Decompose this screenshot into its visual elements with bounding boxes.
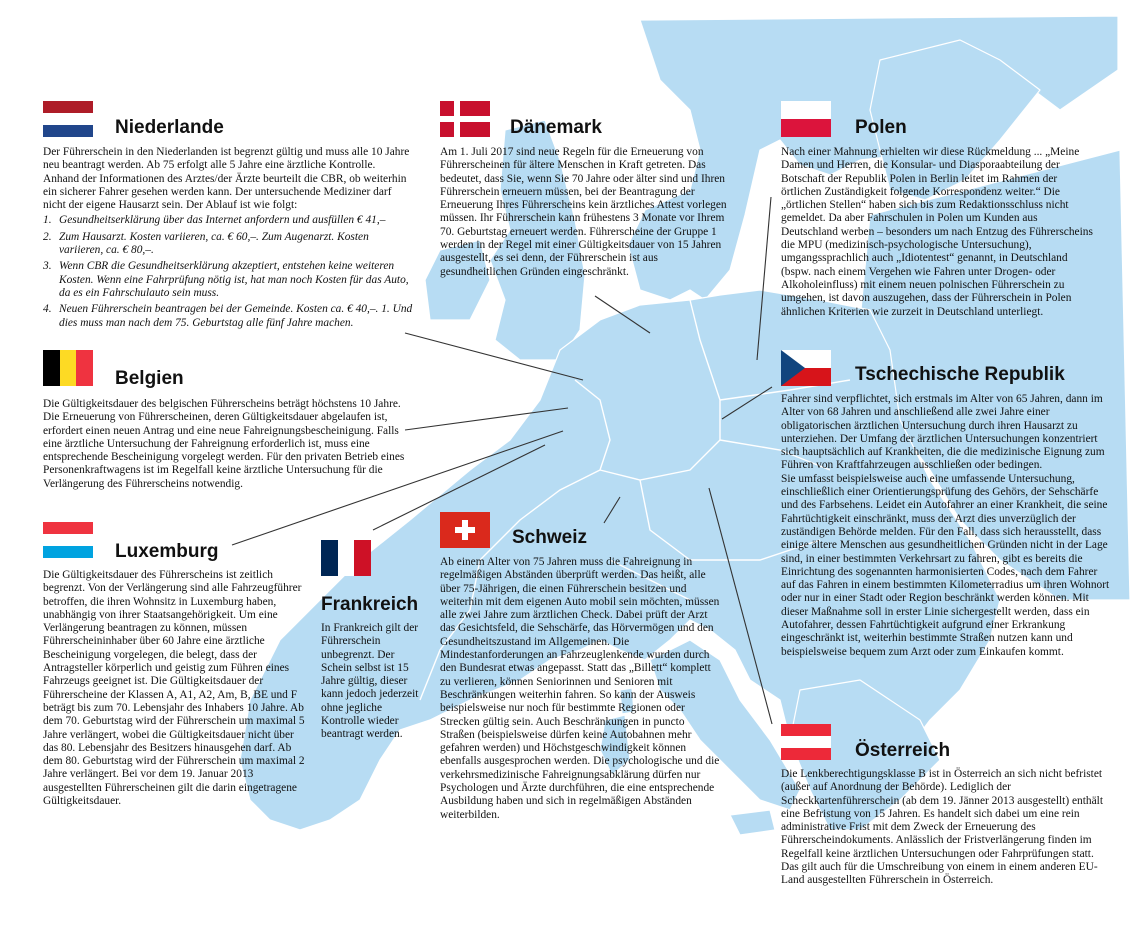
steps-niederlande: [43, 214, 413, 329]
title-luxemburg: Luxemburg: [115, 541, 219, 562]
step-item: [43, 231, 413, 258]
title-tschechien: Tschechische Republik: [855, 364, 1065, 385]
flag-frankreich-icon: [321, 540, 371, 576]
title-schweiz: Schweiz: [512, 527, 587, 548]
step-text: Neuen Führerschein beantragen bei der Gemeinde. Kosten ca. € 40,–. 1. Und dies muss man nach dem 75. Geburtstag alle fünf Jahre machen.: [59, 303, 413, 329]
step-text: Wenn CBR die Gesundheitserklärung akzeptiert, entstehen keine weiteren Kosten. Wenn eine Fahrprüfung nötig ist, hat man noch Kosten für das Auto, da es ein Fahrschulauto sein muss.: [59, 260, 409, 299]
title-niederlande: Niederlande: [115, 117, 224, 138]
step-number: 4.: [43, 303, 52, 316]
title-belgien: Belgien: [115, 368, 184, 389]
text-schweiz: Ab einem Alter von 75 Jahren muss die Fahreignung in regelmäßigen Abständen überprüft werden. Das heißt, alle über 75-Jährigen, die einen Führerschein besitzen und weiterhin mit dem eigenen Auto mobil sein möchten, müssen alle zwei Jahre zum ärztlichen Check. Dabei prüft der Arzt das Gesichtsfeld, die Sehschärfe, das Hörvermögen und den Gesundheitszustand im Allgemeinen. Die Mindestanforderungen an Fahrzeuglenkende wurden durch den Bundesrat etwas angepasst. Statt das „Billett“ komplett zu verlieren, können Seniorinnen und Senioren mit Beschränkungen weiterhin fahren. So kann der Ausweis beispielsweise nur noch für bestimmte Regionen oder Strecken gültig sein. Auch Beschränkungen in puncto Straßen (beispielsweise dürfen keine Autobahnen mehr gefahren werden) und Höchstgeschwindigkeit können ebenfalls ausgesprochen werden. Die psychologische und die verkehrsmedizinische Fahreignungsabklärung dürfen nur Psychologen und Ärzte durchführen, die eine entsprechende Ausbildung haben und sich in regelmäßigen Abständen weiterbilden.: [440, 556, 720, 821]
intro-niederlande: Der Führerschein in den Niederlanden ist begrenzt gültig und muss alle 10 Jahre neu beantragt werden. Ab 75 erfolgt alle 5 Jahre eine ärztliche Kontrolle. Anhand der Informationen des Arztes/der Ärzte beurteilt die CBR, ob weiterhin ein sicherer Fahrer gesehen werden kann. Der untersuchende Mediziner darf nicht der eigene Hausarzt sein. Der Ablauf ist wie folgt:: [43, 146, 410, 212]
flag-polen-icon: [781, 101, 831, 137]
title-oesterreich: Österreich: [855, 740, 951, 761]
step-number: 1.: [43, 214, 52, 227]
flag-schweiz-icon: [440, 512, 490, 548]
title-frankreich: Frankreich: [321, 594, 419, 615]
text-tschechien-1: Fahrer sind verpflichtet, sich erstmals im Alter von 65 Jahren, dann im Alter von 68 Jahren und anschließend alle zwei Jahre einer obligatorischen ärztlichen Untersuchung durch ihren Hausarzt zu unterziehen. Der Umfang der ärztlichen Untersuchungen konzentriert sich hauptsächlich auf Krankheiten, die die medizinische Eignung zum Führen von Kraftfahrzeugen ausschließen oder bedingen.: [781, 393, 1105, 472]
step-text: Gesundheitserklärung über das Internet anfordern und ausfüllen € 41,–: [59, 214, 386, 227]
text-niederlande: [43, 146, 413, 333]
text-tschechien-2: Sie umfasst beispielsweise auch eine umfassende Untersuchung, einschließlich einer Orientierungsprüfung des Gehörs, der Sehschärfe und des Farbsehens. Leidet ein Autofahrer an einer Krankheit, die seine Fahrtüchtigkeit einschränkt, muss der Arzt dies unverzüglich der zuständigen Behörde melden. Für den Fall, dass sich herausstellt, dass einige ältere Menschen aus gesundheitlichen Gründen nicht in der Lage sind, in einer bestimmten Verkehrsart zu fahren, gibt es bereits die Einrichtung des sogenannten harmonisierten Codes, nach dem Fahrer auf das Fahren in einem bestimmten Kilometerradius um ihren Wohnort oder nur in einer Stadt oder Region beschränkt werden können. Mit dieser Maßnahme soll in erster Linie sichergestellt werden, dass ein Autofahrer, dessen Fahrtüchtigkeit aufgrund einer Erkrankung eingeschränkt ist, weiterhin bestimmte Straßen nutzen kann und beispielsweise bequem zum Arzt oder zum Einkaufen kommt.: [781, 472, 1110, 658]
flag-niederlande-icon: [43, 101, 93, 137]
flag-daenemark-icon: [440, 101, 490, 137]
text-oesterreich: Die Lenkberechtigungsklasse B ist in Österreich an sich nicht befristet (außer auf Anordnung der Behörde). Lediglich der Scheckkartenführerschein (ab dem 19. Jänner 2013 ausgestellt) enthält eine Befristung von 15 Jahren. Es handelt sich dabei um eine rein administrative Frist mit dem Zweck der Erneuerung des Führerscheindokuments. Anlässlich der Fristverlängerung finden im Regelfall keine ärztlichen Untersuchungen oder Fahrprüfungen statt. Das gilt auch für die Umschreibung von einem in einem anderen EU-Land ausgestellten Führerschein in Österreich.: [781, 768, 1103, 887]
text-frankreich: In Frankreich gilt der Führerschein unbegrenzt. Der Schein selbst ist 15 Jahre gültig, dieser kann jedoch jederzeit ohne jegliche Kontrolle wieder beantragt werden.: [321, 622, 419, 741]
step-item: [43, 260, 413, 300]
text-luxemburg: Die Gültigkeitsdauer des Führerscheins ist zeitlich begrenzt. Von der Verlängerung sind alle Fahrzeugführer betroffen, die ihren Wohnsitz in Luxemburg haben, unabhängig von ihrer Staatsangehörigkeit. Um eine Verlängerung beantragen zu können, müssen Führerscheininhaber über 60 Jahre eine ärztliche Bescheinigung vorgelegen, die belegt, dass der Antragsteller körperlich und geistig zum Führen eines Fahrzeugs geeignet ist. Die Gültigkeitsdauer der Führerscheine der Klassen A, A1, A2, Am, B, BE und F beträgt bis zum 70. Lebensjahr des Inhabers 10 Jahre. Ab dem 70. Geburtstag wird der Führerschein um maximal 5 Jahre verlängert, wobei die Gültigkeitsdauer nicht über das 80. Lebensjahr des Besitzers hinausgehen darf. Ab dem 80. Geburtstag wird der Führerschein um maximal 2 Jahre verlängert. Bei vor dem 19. Januar 2013 ausgestellten Führerscheinen gilt die darin eingetragene Gültigkeitsdauer.: [43, 569, 305, 808]
map-sicily: [730, 810, 775, 835]
step-number: 3.: [43, 260, 52, 273]
step-number: 2.: [43, 230, 52, 243]
step-text: Zum Hausarzt. Kosten variieren, ca. € 60,–. Zum Augenarzt. Kosten variieren, ca. € 80,–.: [59, 230, 369, 257]
flag-oesterreich-icon: [781, 724, 831, 760]
text-daenemark: Am 1. Juli 2017 sind neue Regeln für die Erneuerung von Führerscheinen für ältere Menschen in Kraft getreten. Das bedeutet, dass Sie, wenn Sie 70 Jahre oder älter sind und Ihren Führerschein erneuern müssen, bei der Beantragung der Erneuerung Ihres Führerscheins kein ärztliches Attest vorlegen müssen. Ihr Führerschein kann frühestens 3 Monate vor Ihrem 70. Geburtstag erneuert werden. Führerscheine der Gruppe 1 werden in der Regel mit einer Gültigkeitsdauer von 15 Jahren ausgestellt, es sei denn, der Führerschein ist aus gesundheitlichen Gründen eingeschränkt.: [440, 146, 727, 278]
text-tschechien: [781, 393, 1111, 659]
text-belgien: Die Gültigkeitsdauer des belgischen Führerscheins beträgt höchstens 10 Jahre. Die Erneuerung von Führerscheinen, deren Gültigkeitsdauer abgelaufen ist, erfordert einen neuen Antrag und eine neue Fahreignungsbescheinigung. Falls eine ärztliche Untersuchung der Fahreignung erforderlich ist, muss eine entsprechende Bescheinigung vorgelegt werden. Für den privaten Betrieb eines Personenkraftwagens ist im Regelfall keine ärztliche Untersuchung für die Verlängerung des Führerscheins notwendig.: [43, 398, 405, 490]
flag-tschechien-icon: [781, 350, 831, 386]
step-item: [43, 214, 413, 227]
flag-belgien-icon: [43, 350, 93, 386]
flag-luxemburg-icon: [43, 522, 93, 558]
text-polen: Nach einer Mahnung erhielten wir diese Rückmeldung ... „Meine Damen und Herren, die Konsular- und Diasporaabteilung der Botschaft der Republik Polen in Berlin leitet im Rahmen der örtlichen Zuständigkeit folgende Korrespondenz weiter.“ Die „örtlichen Stellen“ haben sich bis zum Redaktionsschluss nicht gemeldet. Da aber Fahrschulen in Polen um Kunden aus Deutschland werben – besonders um nach Entzug des Führerscheins die MPU (medizinisch-psychologische Untersuchung), umgangssprachlich auch „Idiotentest“ genannt, in Deutschland (bspw. nach einem Vergehen wie Fahren unter Drogen- oder Alkoholeinfluss) mit einem neuen polnischen Führerschein zu umgehen, ist davon auszugehen, dass der Führerschein in Polen ähnlichen Kriterien wie zurzeit in Deutschland unterliegt.: [781, 146, 1093, 318]
title-polen: Polen: [855, 117, 907, 138]
title-daenemark: Dänemark: [510, 117, 602, 138]
step-item: [43, 303, 413, 330]
